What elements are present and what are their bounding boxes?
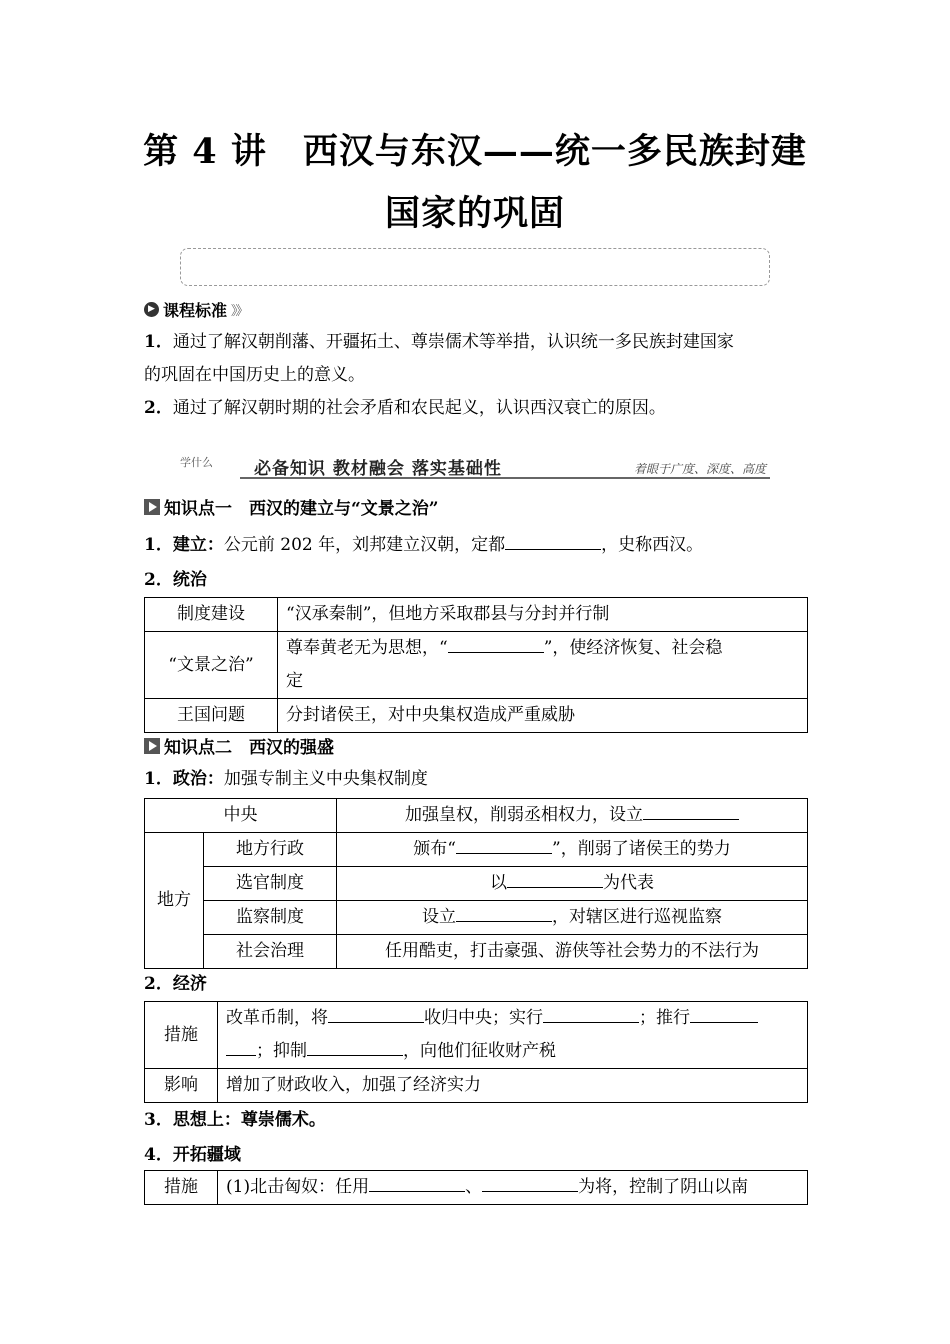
table-cell: 中央 — [145, 799, 337, 833]
fill-blank[interactable] — [448, 635, 544, 653]
table-row — [145, 598, 808, 632]
text: 为将，控制了阴山以南 — [578, 1177, 749, 1197]
table-cell — [337, 833, 808, 867]
table-cell — [218, 1171, 808, 1205]
table-row — [145, 901, 808, 935]
fill-blank[interactable] — [482, 1174, 578, 1192]
kp2-line-2: 2．经济 — [144, 974, 207, 994]
text: ，向他们征收财产税 — [403, 1041, 556, 1061]
table-cell: “汉承秦制”，但地方采取郡县与分封并行制 — [278, 598, 808, 632]
table-cell — [337, 901, 808, 935]
play-square-icon — [144, 738, 160, 754]
table-row — [145, 699, 808, 733]
table-row — [145, 1171, 808, 1205]
fill-blank[interactable] — [543, 1005, 639, 1023]
table-cell — [337, 867, 808, 901]
text: 为代表 — [603, 873, 654, 893]
text: (1)北击匈奴：任用 — [226, 1177, 370, 1197]
table-cell — [218, 1002, 808, 1069]
head: 建立： — [172, 535, 224, 555]
table-cell: 地方行政 — [204, 833, 337, 867]
territory-table — [144, 1170, 808, 1205]
table-cell: 监察制度 — [204, 901, 337, 935]
fill-blank[interactable] — [505, 532, 601, 550]
table-cell: 影响 — [145, 1069, 218, 1103]
play-circle-icon: ▶ — [144, 302, 159, 317]
kp1-line-2: 2．统治 — [144, 570, 207, 590]
politics-table — [144, 798, 808, 969]
table-cell — [278, 632, 808, 699]
text: ，史称西汉。 — [601, 535, 704, 555]
text: 以 — [490, 873, 507, 893]
fill-blank[interactable] — [690, 1005, 758, 1023]
banner-subtitle: 着眼于广度、深度、高度 — [633, 462, 766, 476]
fill-blank[interactable] — [643, 802, 739, 820]
kp1-table — [144, 597, 808, 733]
table-cell: 选官制度 — [204, 867, 337, 901]
double-chevron-icon: 》》 — [231, 304, 247, 319]
item-number: 1． — [144, 332, 173, 352]
kp1-label: 知识点一 西汉的建立与“文景之治” — [164, 499, 439, 519]
text: 公元前 202 年，刘邦建立汉朝，定都 — [223, 535, 506, 555]
table-cell: “文景之治” — [145, 632, 278, 699]
head: 1．政治： — [144, 769, 224, 789]
table-row — [145, 1002, 808, 1069]
kp2-line-4: 4．开拓疆域 — [144, 1145, 241, 1165]
fill-blank[interactable] — [456, 904, 552, 922]
fill-blank[interactable] — [456, 836, 552, 854]
item-text: 通过了解汉朝削藩、开疆拓土、尊崇儒术等举措，认识统一多民族封建国家 — [172, 332, 734, 352]
table-cell — [337, 799, 808, 833]
fill-blank[interactable] — [507, 870, 603, 888]
page-title-line2: 国家的巩固 — [384, 193, 565, 234]
table-cell: 措施 — [145, 1171, 218, 1205]
fill-blank[interactable] — [328, 1005, 424, 1023]
text: 加强专制主义中央集权制度 — [223, 769, 428, 789]
text: 设立 — [422, 907, 456, 927]
economy-table — [144, 1001, 808, 1103]
num: 1． — [144, 535, 173, 555]
kp2-line-3: 3．思想上：尊崇儒术。 — [144, 1110, 326, 1130]
text: 颁布“ — [413, 839, 456, 859]
table-row — [145, 799, 808, 833]
table-row — [145, 935, 808, 969]
section-banner — [180, 450, 770, 482]
text: 收归中央；实行 — [424, 1008, 543, 1028]
table-cell: 社会治理 — [204, 935, 337, 969]
text: ；抑制 — [256, 1041, 307, 1061]
text: ”，使经济恢复、社会稳 — [543, 638, 723, 658]
banner-logo: 学什么 — [180, 456, 213, 469]
text: 改革币制，将 — [226, 1008, 328, 1028]
text: 加强皇权，削弱丞相权力，设立 — [405, 805, 643, 825]
table-row — [145, 833, 808, 867]
item-text-cont: 的巩固在中国历史上的意义。 — [144, 365, 365, 385]
table-cell: 地方 — [145, 833, 204, 969]
kp1-line-1 — [144, 530, 703, 555]
text: ”，削弱了诸侯王的势力 — [552, 839, 731, 859]
kp2-label: 知识点二 西汉的强盛 — [164, 738, 334, 758]
play-square-icon — [144, 499, 160, 515]
text: 定 — [286, 671, 303, 691]
standard-item-1 — [144, 326, 808, 425]
table-cell: 增加了财政收入，加强了经济实力 — [218, 1069, 808, 1103]
table-row — [145, 632, 808, 699]
banner-title: 必备知识 教材融会 落实基础性 — [254, 459, 502, 479]
knowledge-point-2-heading — [144, 733, 334, 758]
table-cell: 任用酷吏，打击豪强、游侠等社会势力的不法行为 — [337, 935, 808, 969]
kp2-line-1 — [144, 764, 428, 789]
table-cell: 分封诸侯王，对中央集权造成严重威胁 — [278, 699, 808, 733]
course-standard-heading — [144, 298, 247, 321]
table-cell: 制度建设 — [145, 598, 278, 632]
table-row — [145, 1069, 808, 1103]
text: 尊奉黄老无为思想，“ — [286, 638, 448, 658]
table-cell: 王国问题 — [145, 699, 278, 733]
item-text: 通过了解汉朝时期的社会矛盾和农民起义，认识西汉衰亡的原因。 — [172, 398, 666, 418]
item-number: 2． — [144, 398, 173, 418]
fill-blank[interactable] — [369, 1174, 465, 1192]
page-title-line1: 第 4 讲 西汉与东汉——统一多民族封建 — [143, 131, 807, 172]
table-cell: 措施 — [145, 1002, 218, 1069]
text: ；推行 — [639, 1008, 690, 1028]
dashed-box — [180, 248, 770, 286]
knowledge-point-1-heading — [144, 494, 439, 519]
text: ，对辖区进行巡视监察 — [552, 907, 722, 927]
fill-blank[interactable] — [307, 1038, 403, 1056]
course-standard-label: 课程标准 — [163, 301, 228, 320]
text: 、 — [465, 1177, 483, 1197]
fill-blank[interactable] — [226, 1038, 256, 1056]
table-row — [145, 867, 808, 901]
